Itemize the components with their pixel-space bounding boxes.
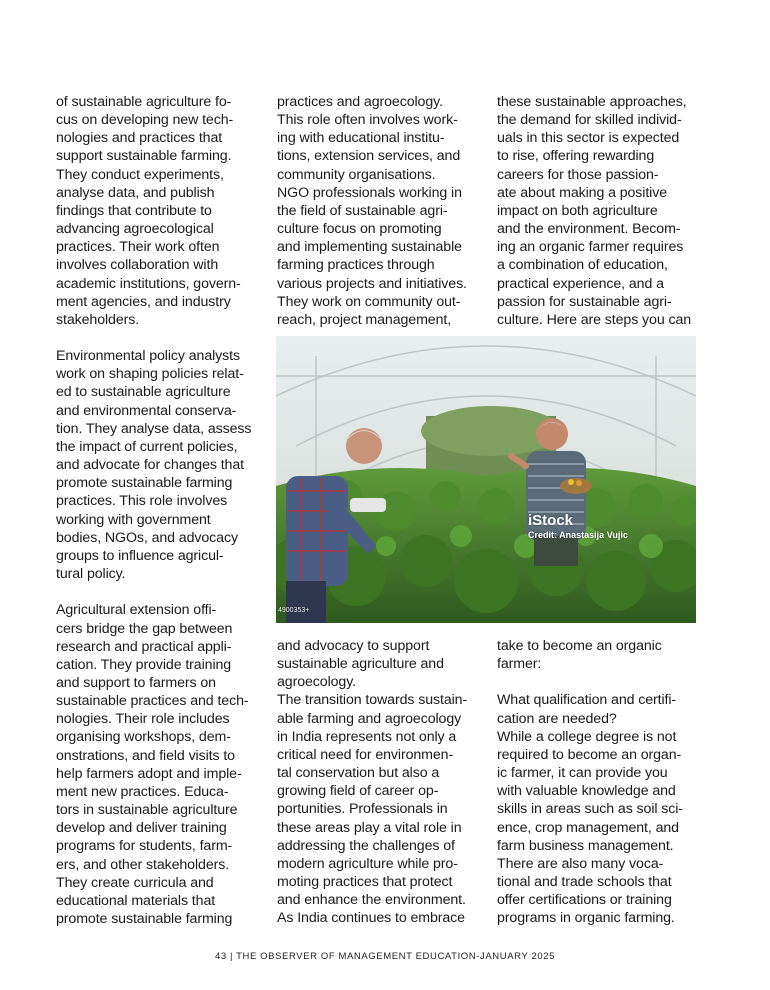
- watermark-image-id: 4900353+: [278, 607, 310, 614]
- text-line: sustainable agriculture and: [277, 656, 444, 673]
- text-line: They conduct experiments,: [56, 166, 224, 183]
- text-line: uals in this sector is expected: [497, 130, 680, 147]
- text-line: various projects and initiatives.: [277, 275, 467, 292]
- text-line: What qualification and certifi-: [497, 692, 677, 709]
- text-line: farming practices through: [277, 257, 435, 274]
- text-line: the field of sustainable agri-: [277, 202, 448, 219]
- text-line: able farming and agroecology: [277, 710, 462, 727]
- text-line: take to become an organic: [497, 638, 662, 654]
- text-line: This role often involves work-: [277, 112, 458, 129]
- text-line: addressing the challenges of: [277, 837, 455, 854]
- text-line: with valuable knowledge and: [497, 783, 676, 800]
- text-line: tal conservation but also a: [277, 765, 440, 782]
- text-line: of sustainable agriculture fo-: [56, 94, 232, 110]
- text-line: agroecology.: [277, 674, 356, 691]
- text-line: ment agencies, and industry: [56, 293, 231, 310]
- text-line: While a college degree is not: [497, 728, 677, 745]
- text-line: practical experience, and a: [497, 275, 664, 292]
- text-line: involves collaboration with: [56, 257, 219, 274]
- text-line: farmer:: [497, 656, 542, 673]
- text-line: programs for students, farm-: [56, 838, 233, 855]
- text-line: nologies and practices that: [56, 130, 223, 147]
- text-line: and advocacy to support: [277, 638, 430, 654]
- greenhouse-photo: [276, 336, 696, 623]
- text-line: promote sustainable farming: [56, 475, 233, 492]
- text-line: tural policy.: [56, 566, 126, 583]
- text-line: As India continues to embrace: [277, 910, 465, 927]
- watermark-credit: Credit: Anastasija Vujic: [528, 530, 628, 540]
- text-line: cation are needed?: [497, 710, 617, 727]
- text-line: to rise, offering rewarding: [497, 148, 655, 165]
- text-column-3-bottom: [497, 637, 707, 927]
- text-line: research and practical appli-: [56, 638, 232, 655]
- text-line: skills in areas such as soil sci-: [497, 801, 683, 818]
- text-line: ence, crop management, and: [497, 819, 679, 836]
- text-column-1: [56, 93, 266, 928]
- text-line: practices. This role involves: [56, 493, 228, 510]
- text-line: groups to influence agricul-: [56, 547, 224, 564]
- text-line: modern agriculture while pro-: [277, 855, 458, 872]
- text-line: develop and deliver training: [56, 820, 227, 837]
- page-footer: 43 | THE OBSERVER OF MANAGEMENT EDUCATION-JANUARY 2025: [214, 951, 555, 962]
- text-line: analyse data, and publish: [56, 184, 215, 201]
- text-line: cus on developing new tech-: [56, 112, 234, 129]
- text-line: ment new practices. Educa-: [56, 783, 229, 800]
- text-line: growing field of career op-: [277, 783, 439, 800]
- text-line: these areas play a vital role in: [277, 819, 462, 836]
- text-line: working with government: [56, 511, 211, 528]
- text-line: and implementing sustainable: [277, 239, 462, 256]
- text-line: farm business management.: [497, 837, 674, 854]
- text-column-2-bottom: [277, 637, 487, 928]
- text-line: careers for those passion-: [497, 166, 659, 183]
- text-line: impact on both agriculture: [497, 202, 658, 219]
- text-line: practices. Their work often: [56, 239, 220, 256]
- text-line: educational materials that: [56, 892, 216, 909]
- text-line: community organisations.: [277, 166, 436, 183]
- text-line: required to become an organ-: [497, 746, 682, 763]
- text-line: work on shaping policies relat-: [56, 366, 244, 383]
- text-line: [56, 329, 266, 347]
- text-line: ate about making a positive: [497, 184, 668, 201]
- text-line: Agricultural extension offi-: [56, 602, 217, 619]
- text-line: tions, extension services, and: [277, 148, 461, 165]
- text-line: tion. They analyse data, assess: [56, 420, 252, 437]
- text-line: and advocate for changes that: [56, 457, 244, 474]
- text-line: support sustainable farming.: [56, 148, 232, 165]
- text-line: sustainable practices and tech-: [56, 693, 249, 710]
- text-line: ing with educational institu-: [277, 130, 445, 147]
- text-line: passion for sustainable agri-: [497, 293, 672, 310]
- text-line: in India represents not only a: [277, 728, 457, 745]
- text-line: They work on community out-: [277, 293, 461, 310]
- text-line: portunities. Professionals in: [277, 801, 448, 818]
- text-line: ed to sustainable agriculture: [56, 384, 231, 401]
- text-line: They create curricula and: [56, 874, 214, 891]
- text-line: advancing agroecological: [56, 221, 214, 238]
- text-line: practices and agroecology.: [277, 94, 443, 110]
- text-line: nologies. Their role includes: [56, 711, 230, 728]
- text-line: The transition towards sustain-: [277, 692, 468, 709]
- text-line: academic institutions, govern-: [56, 275, 241, 292]
- text-line: culture focus on promoting: [277, 221, 442, 238]
- text-line: culture. Here are steps you can: [497, 311, 692, 328]
- text-line: help farmers adopt and imple-: [56, 765, 242, 782]
- text-line: ers, and other stakeholders.: [56, 856, 230, 873]
- text-line: [497, 673, 707, 691]
- text-line: promote sustainable farming: [56, 911, 233, 927]
- text-line: reach, project management,: [277, 311, 452, 328]
- text-line: Environmental policy analysts: [56, 348, 240, 365]
- text-line: and the environment. Becom-: [497, 221, 681, 238]
- text-line: tors in sustainable agriculture: [56, 802, 238, 819]
- text-column-3-top: [497, 93, 707, 329]
- text-line: onstrations, and field visits to: [56, 747, 235, 764]
- text-line: programs in organic farming.: [497, 910, 675, 927]
- text-line: these sustainable approaches,: [497, 94, 687, 110]
- text-line: ing an organic farmer requires: [497, 239, 684, 256]
- text-line: moting practices that protect: [277, 874, 453, 891]
- text-line: NGO professionals working in: [277, 184, 462, 201]
- text-line: There are also many voca-: [497, 855, 664, 872]
- text-line: the impact of current policies,: [56, 438, 238, 455]
- text-line: and support to farmers on: [56, 674, 216, 691]
- text-column-2-top: [277, 93, 487, 329]
- text-line: and environmental conserva-: [56, 402, 237, 419]
- text-line: [56, 583, 266, 601]
- text-line: stakeholders.: [56, 311, 140, 328]
- watermark-logo: iStock: [528, 512, 574, 529]
- text-line: and enhance the environment.: [277, 892, 466, 909]
- text-line: ic farmer, it can provide you: [497, 765, 668, 782]
- text-line: a combination of education,: [497, 257, 668, 274]
- text-line: cation. They provide training: [56, 656, 232, 673]
- text-line: critical need for environmen-: [277, 746, 454, 763]
- text-line: tional and trade schools that: [497, 874, 672, 891]
- text-line: cers bridge the gap between: [56, 620, 233, 637]
- text-line: bodies, NGOs, and advocacy: [56, 529, 238, 546]
- text-line: offer certifications or training: [497, 892, 672, 909]
- text-line: the demand for skilled individ-: [497, 112, 682, 129]
- text-line: findings that contribute to: [56, 202, 212, 219]
- text-line: organising workshops, dem-: [56, 729, 231, 746]
